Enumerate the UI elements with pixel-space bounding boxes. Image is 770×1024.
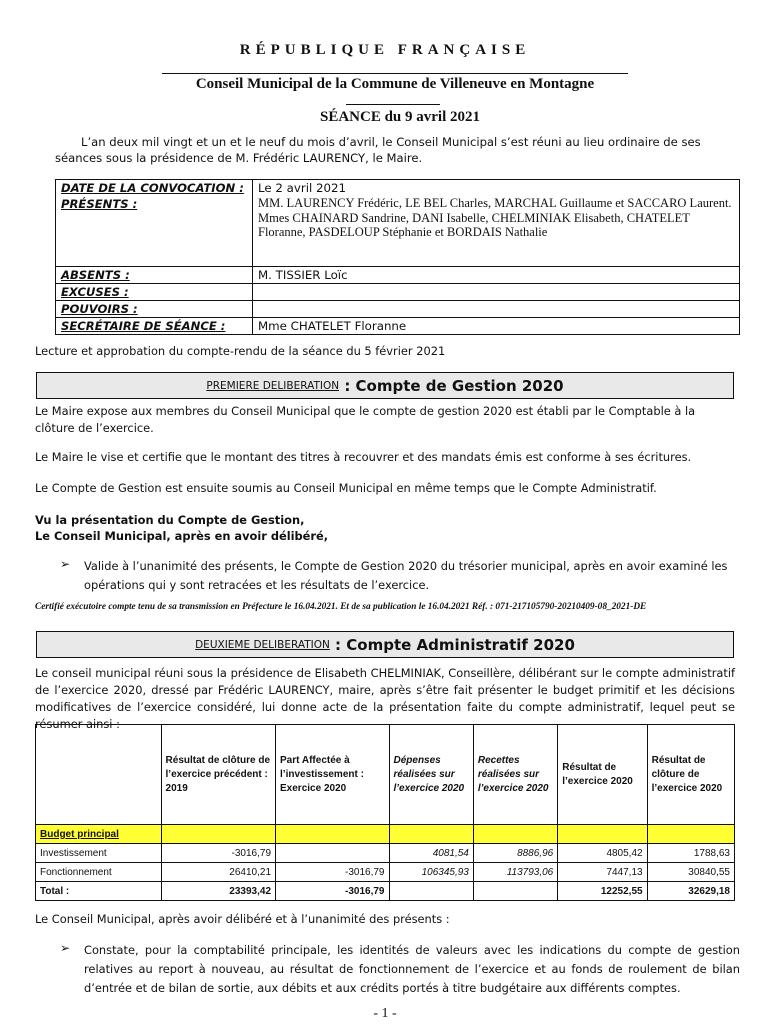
delib2-title-box: [36, 631, 734, 658]
vu-line-2: Le Conseil Municipal, après en avoir délibéré,: [35, 529, 329, 543]
cell-resultat-exercice: 7447,13: [558, 863, 647, 882]
attendance-table: [55, 179, 740, 335]
cell-recettes: 8886,96: [473, 844, 557, 863]
cell-depenses: 4081,54: [389, 844, 473, 863]
header-resultat-cloture: Résultat de clôture de l’exercice 2020: [647, 725, 734, 825]
budget-cell: [276, 825, 389, 844]
header-rule: [162, 73, 628, 74]
constate-text: Constate, pour la comptabilité principale, les identités de valeurs avec les indications du compte de gestion relatives au report à nouveau, au résultat de fonctionnement de l’exercice et au fonds de roulement de bilan d’entrée et de bilan de sortie, aux débits et aux crédits portés à titre budgétaire aux différents comptes.: [84, 943, 740, 995]
delib1-sep: :: [339, 377, 356, 395]
arrow-bullet-icon: ➢: [60, 557, 71, 571]
cell-cloture-2019: 26410,21: [161, 863, 275, 882]
budget-cell: [647, 825, 734, 844]
compte-administratif-table: [35, 724, 735, 901]
total-depenses: [389, 882, 473, 901]
date-presents-labels: [56, 180, 253, 267]
intro-paragraph: L’an deux mil vingt et un et le neuf du mois d’avril, le Conseil Municipal s’est réuni au lieu ordinaire de ses séances sous la présidence de M. Frédéric LAURENCY, le Maire.: [55, 135, 701, 165]
total-cloture-2019: 23393,42: [161, 882, 275, 901]
page-number: - 1 -: [373, 1006, 397, 1021]
cell-resultat-cloture: 1788,63: [647, 844, 734, 863]
total-resultat-exercice: 12252,55: [558, 882, 647, 901]
date-presents-values: [253, 180, 740, 267]
vu-line-1: Vu la présentation du Compte de Gestion,: [35, 513, 305, 527]
budget-cell: [558, 825, 647, 844]
delib1-label: PREMIERE DELIBERATION: [206, 380, 340, 392]
cell-resultat-cloture: 30840,55: [647, 863, 734, 882]
budget-cell: [389, 825, 473, 844]
total-resultat-cloture: 32629,18: [647, 882, 734, 901]
delib1-bullet-text: Valide à l’unanimité des présents, le Compte de Gestion 2020 du trésorier municipal, après en avoir examiné les opérations qui y sont retracées et les résultats de l’exercice.: [84, 559, 728, 592]
cell-depenses: 106345,93: [389, 863, 473, 882]
row-label: Investissement: [36, 844, 162, 863]
total-part-affectee: -3016,79: [276, 882, 389, 901]
seance-heading: SÉANCE du 9 avril 2021: [319, 109, 481, 125]
header-part-affectee: Part Affectée à l’investissement : Exercice 2020: [276, 725, 389, 825]
apres-deliberation: Le Conseil Municipal, après avoir délibéré et à l’unanimité des présents :: [35, 912, 450, 926]
delib2-title: Compte Administratif 2020: [346, 636, 575, 654]
conseil-heading: Conseil Municipal de la Commune de Villeneuve en Montagne: [195, 76, 595, 92]
constate-bullet: [60, 941, 740, 999]
table-row: [36, 863, 735, 882]
budget-cell: [473, 825, 557, 844]
total-row: [36, 882, 735, 901]
cell-resultat-exercice: 4805,42: [558, 844, 647, 863]
cell-part-affectee: -3016,79: [276, 863, 389, 882]
certification-line: Certifié exécutoire compte tenu de sa transmission en Préfecture le 16.04.2021. Et de sa publication le 16.04.2021 Réf. : 071-217105790-20210409-08_2021-DE: [35, 602, 647, 612]
total-recettes: [473, 882, 557, 901]
delib1-bullet: [60, 557, 740, 597]
vu-block: [35, 512, 328, 544]
absents-value: M. TISSIER Loïc: [253, 267, 740, 284]
date-convocation-label: DATE DE LA CONVOCATION :: [61, 181, 244, 195]
absents-label: ABSENTS :: [56, 267, 253, 284]
presents-label: PRÉSENTS :: [61, 197, 138, 211]
republique-heading: RÉPUBLIQUE FRANÇAISE: [239, 42, 531, 58]
budget-cell: [161, 825, 275, 844]
header-depenses: Dépenses réalisées sur l’exercice 2020: [389, 725, 473, 825]
date-convocation-value: Le 2 avril 2021: [258, 181, 347, 195]
excuses-label: EXCUSES :: [56, 284, 253, 301]
cell-cloture-2019: -3016,79: [161, 844, 275, 863]
cell-part-affectee: [276, 844, 389, 863]
secretaire-label: SECRÉTAIRE DE SÉANCE :: [56, 318, 253, 335]
presents-mm: MM. LAURENCY Frédéric, LE BEL Charles, MARCHAL Guillaume et SACCARO Laurent.: [258, 196, 732, 210]
delib1-title-box: [36, 372, 734, 399]
cell-recettes: 113793,06: [473, 863, 557, 882]
header-recettes: Recettes réalisées sur l’exercice 2020: [473, 725, 557, 825]
arrow-bullet-icon: ➢: [60, 941, 71, 955]
header-cloture-2019: Résultat de clôture de l’exercice précédent : 2019: [161, 725, 275, 825]
pouvoirs-value: [253, 301, 740, 318]
delib1-p2: Le Maire le vise et certifie que le montant des titres à recouvrer et des mandats émis est conforme à ses écritures.: [35, 450, 692, 464]
delib1-p3: Le Compte de Gestion est ensuite soumis au Conseil Municipal en même temps que le Compte Administratif.: [35, 481, 657, 495]
delib1-title: Compte de Gestion 2020: [355, 377, 564, 395]
row-label: Fonctionnement: [36, 863, 162, 882]
delib2-p1: Le conseil municipal réuni sous la présidence de Elisabeth CHELMINIAK, Conseillère, délibérant sur le compte administratif de l’exercice 2020, dressé par Frédéric LAURENCY, maire, après s’être fait présenter le budget primitif et les décisions modificatives de l’exercice considéré, lui donne acte de la présentation faite du compte administratif, lequel peut se résumer ainsi :: [35, 666, 735, 731]
header-resultat-exercice: Résultat de l’exercice 2020: [558, 725, 647, 825]
total-label: Total :: [36, 882, 162, 901]
pouvoirs-label: POUVOIRS :: [56, 301, 253, 318]
presents-mmes: Mmes CHAINARD Sandrine, DANI Isabelle, CHELMINIAK Elisabeth, CHATELET Floranne, PASDELOUP Stéphanie et BORDAIS Nathalie: [258, 210, 690, 239]
excuses-value: [253, 284, 740, 301]
header-empty: [36, 725, 162, 825]
budget-principal-label: Budget principal: [36, 825, 162, 844]
secretaire-value: Mme CHATELET Floranne: [253, 318, 740, 335]
delib2-sep: :: [329, 636, 347, 654]
delib1-p1: Le Maire expose aux membres du Conseil Municipal que le compte de gestion 2020 est établi par le Comptable à la clôture de l’exercice.: [35, 404, 696, 435]
lecture-approbation: Lecture et approbation du compte-rendu de la séance du 5 février 2021: [35, 344, 446, 358]
table-row: [36, 844, 735, 863]
short-rule: [346, 104, 440, 105]
delib2-label: DEUXIEME DELIBERATION: [195, 639, 330, 651]
